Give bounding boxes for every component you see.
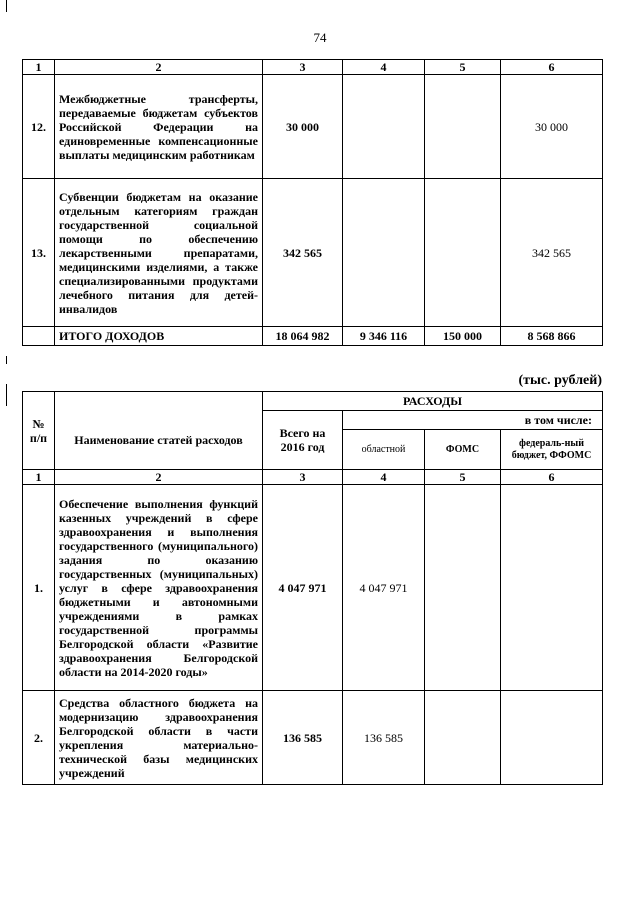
row-regional: 136 585 — [343, 691, 425, 785]
margin-mark — [6, 0, 7, 12]
row-name: Межбюджетные трансферты, передаваемые бюджетам субъектов Российской Федерации на единовременные компенсационные выплаты медицинским работникам — [55, 75, 263, 179]
table-row — [23, 75, 603, 179]
col-number: 4 — [343, 470, 425, 485]
total-value: 18 064 982 — [263, 327, 343, 346]
row-federal: 30 000 — [501, 75, 603, 179]
col-number: 2 — [55, 470, 263, 485]
col-number: 6 — [501, 60, 603, 75]
row-federal — [501, 691, 603, 785]
margin-mark — [6, 356, 7, 364]
col-name-header: Наименование статей расходов — [55, 411, 263, 470]
total-empty — [23, 327, 55, 346]
units-label: (тыс. рублей) — [518, 373, 602, 388]
row-total: 4 047 971 — [263, 485, 343, 691]
row-federal: 342 565 — [501, 179, 603, 327]
row-foms — [425, 179, 501, 327]
col-number: 6 — [501, 470, 603, 485]
table-row — [23, 179, 603, 327]
table-row — [23, 485, 603, 691]
page-number: 74 — [313, 30, 327, 45]
row-number: 2. — [23, 691, 55, 785]
col-number: 1 — [23, 60, 55, 75]
col-regional-header: областной — [343, 430, 425, 470]
row-foms — [425, 75, 501, 179]
total-foms: 150 000 — [425, 327, 501, 346]
row-name: Субвенции бюджетам на оказание отдельным категориям граждан государственной социальной помощи по обеспечению лекарственными препаратами, медицинскими изделиями, а также специализированными продуктами лечебного питания для детей-инвалидов — [55, 179, 263, 327]
column-numbers-row — [23, 470, 603, 485]
row-number: 13. — [23, 179, 55, 327]
row-regional — [343, 179, 425, 327]
col-number: 3 — [263, 470, 343, 485]
row-total: 30 000 — [263, 75, 343, 179]
row-foms — [425, 485, 501, 691]
row-regional — [343, 75, 425, 179]
row-regional: 4 047 971 — [343, 485, 425, 691]
table-row — [23, 691, 603, 785]
col-num-header: № п/п — [23, 392, 55, 470]
col-total-header: Всего на 2016 год — [263, 411, 343, 470]
col-number: 5 — [425, 470, 501, 485]
header-row — [23, 411, 603, 430]
column-numbers-row — [23, 60, 603, 75]
row-number: 12. — [23, 75, 55, 179]
row-federal — [501, 485, 603, 691]
row-foms — [425, 691, 501, 785]
col-number: 3 — [263, 60, 343, 75]
col-federal-header: федераль-ный бюджет, ФФОМС — [501, 430, 603, 470]
col-number: 2 — [55, 60, 263, 75]
row-name: Обеспечение выполнения функций казенных учреждений в сфере здравоохранения и выполнения государственного (муниципального) задания по оказанию государственных (муниципальных) услуг в сфере здравоохранения бюджетными и автономными учреждениями в рамках государственной программы Белгородской области «Развитие здравоохранения Белгородской области на 2014-2020 годы» — [55, 485, 263, 691]
expense-table — [22, 391, 603, 785]
row-total: 342 565 — [263, 179, 343, 327]
including-header: в том числе: — [343, 411, 603, 430]
income-table — [22, 59, 603, 346]
total-label: ИТОГО ДОХОДОВ — [55, 327, 263, 346]
expenses-group-header: РАСХОДЫ — [263, 392, 603, 411]
margin-mark — [6, 384, 7, 406]
total-regional: 9 346 116 — [343, 327, 425, 346]
col-number: 4 — [343, 60, 425, 75]
row-name: Средства областного бюджета на модернизацию здравоохранения Белгородской области в части укрепления материально-технической базы медицинских учреждений — [55, 691, 263, 785]
total-federal: 8 568 866 — [501, 327, 603, 346]
group-header-row — [23, 392, 603, 411]
col-foms-header: ФОМС — [425, 430, 501, 470]
total-row — [23, 327, 603, 346]
row-total: 136 585 — [263, 691, 343, 785]
row-number: 1. — [23, 485, 55, 691]
col-number: 5 — [425, 60, 501, 75]
col-number: 1 — [23, 470, 55, 485]
